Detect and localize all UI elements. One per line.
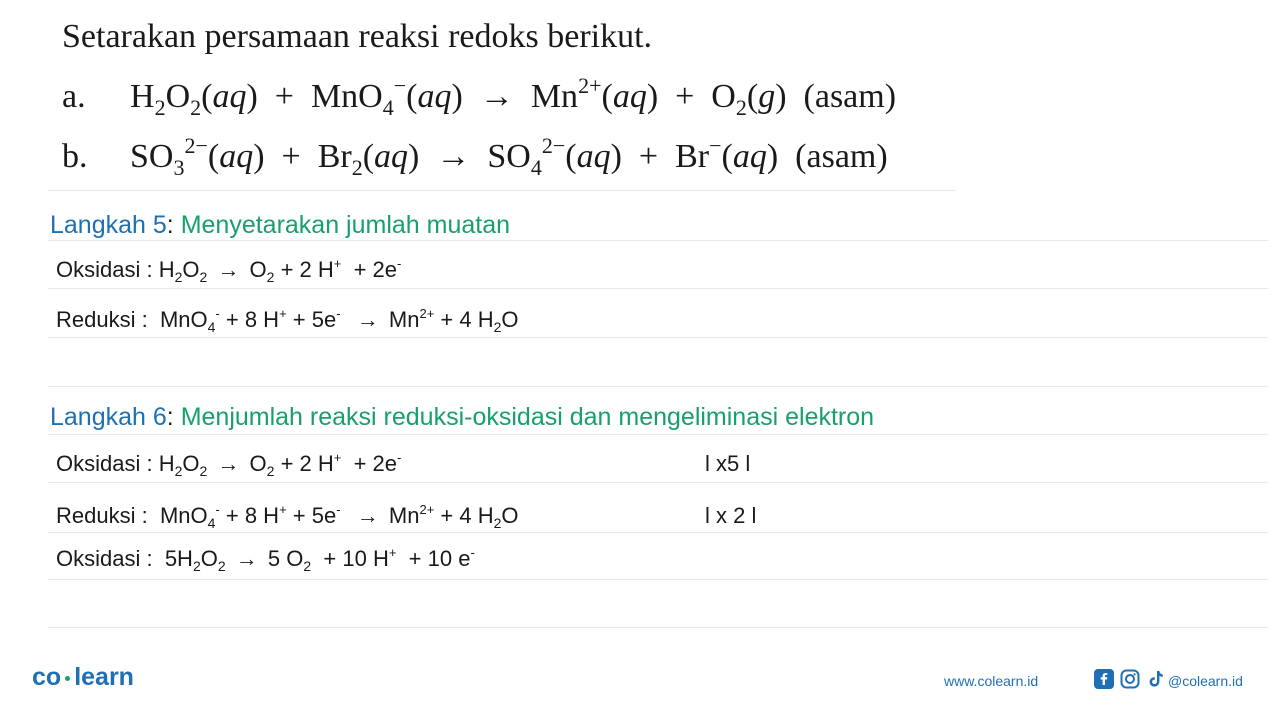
step6-number: Langkah 6 — [50, 403, 167, 431]
social-handle[interactable]: @colearn.id — [1168, 673, 1243, 689]
logo-right: learn — [74, 663, 134, 691]
question-a-medium: (asam) — [803, 78, 897, 115]
divider — [48, 627, 1268, 628]
step6-reduction: Reduksi : MnO$_4$- + 8 $H^+ + 5e^- \to Mn^{2+} + 4$ $H_2O$ — [56, 502, 519, 531]
question-b-medium: (asam) — [795, 138, 888, 175]
step6-red-label: Reduksi : — [56, 503, 148, 528]
colearn-logo[interactable] — [32, 663, 134, 692]
instagram-icon[interactable] — [1120, 669, 1140, 689]
logo-left: co — [32, 663, 62, 691]
step6-oxidation-multiplied: Oksidasi : $5H_2O_2 \to 5$ $O_2 + 10$ H+ + 10 e- — [56, 545, 475, 574]
website-link[interactable]: www.colearn.id — [944, 673, 1039, 689]
step6-title: Langkah 6: Menjumlah reaksi reduksi-oksidasi dan mengeliminasi elektron — [50, 403, 875, 431]
step5-desc: Menyetarakan jumlah muatan — [180, 211, 511, 239]
step5-number: Langkah 5 — [50, 211, 167, 239]
question-b-label: b. — [62, 138, 88, 175]
divider — [48, 190, 956, 191]
step5-oxidation: Oksidasi : $H_2O_2 \to O_2 + 2$ H+ + 2e- — [56, 256, 402, 285]
step6-ox-multiplier: l x5 l — [705, 451, 751, 476]
question-a: a. $H_2O_2(aq) + MnO_4^-(aq) \to Mn^{2+}(aq) + O_2(g)$ (asam) — [62, 73, 897, 120]
step6-desc: Menjumlah reaksi reduksi-oksidasi dan mengeliminasi elektron — [180, 403, 875, 431]
step5-reduction: Reduksi : MnO$_4$- + 8 $H^+ + 5e^- \to Mn^{2+} + 4$ $H_2O$ — [56, 306, 519, 335]
question-a-label: a. — [62, 78, 86, 115]
step6-red-multiplier: l x 2 l — [705, 503, 757, 528]
step6-ox2-label: Oksidasi : — [56, 546, 153, 571]
tiktok-icon[interactable] — [1146, 669, 1166, 689]
divider — [48, 386, 1268, 387]
facebook-icon[interactable] — [1094, 669, 1114, 689]
divider — [48, 337, 1268, 338]
divider — [48, 240, 1268, 241]
step6-oxidation: Oksidasi : $H_2O_2 \to O_2 + 2$ H+ + 2e- — [56, 450, 402, 479]
step5-red-label: Reduksi : — [56, 307, 148, 332]
divider — [48, 288, 1268, 289]
divider — [48, 482, 1268, 483]
step6-ox-label: Oksidasi : — [56, 451, 153, 476]
question-title: Setarakan persamaan reaksi redoks berikut. — [62, 18, 653, 55]
step5-title: Langkah 5: Menyetarakan jumlah muatan — [50, 211, 511, 239]
divider — [48, 532, 1268, 533]
divider — [48, 579, 1268, 580]
question-b: b. $SO_3^{2-}(aq) + Br_2(aq) \to SO_4^{2-}(aq) + Br^-(aq)$ (asam) — [62, 133, 888, 180]
step5-ox-label: Oksidasi : — [56, 257, 153, 282]
divider — [48, 434, 1268, 435]
